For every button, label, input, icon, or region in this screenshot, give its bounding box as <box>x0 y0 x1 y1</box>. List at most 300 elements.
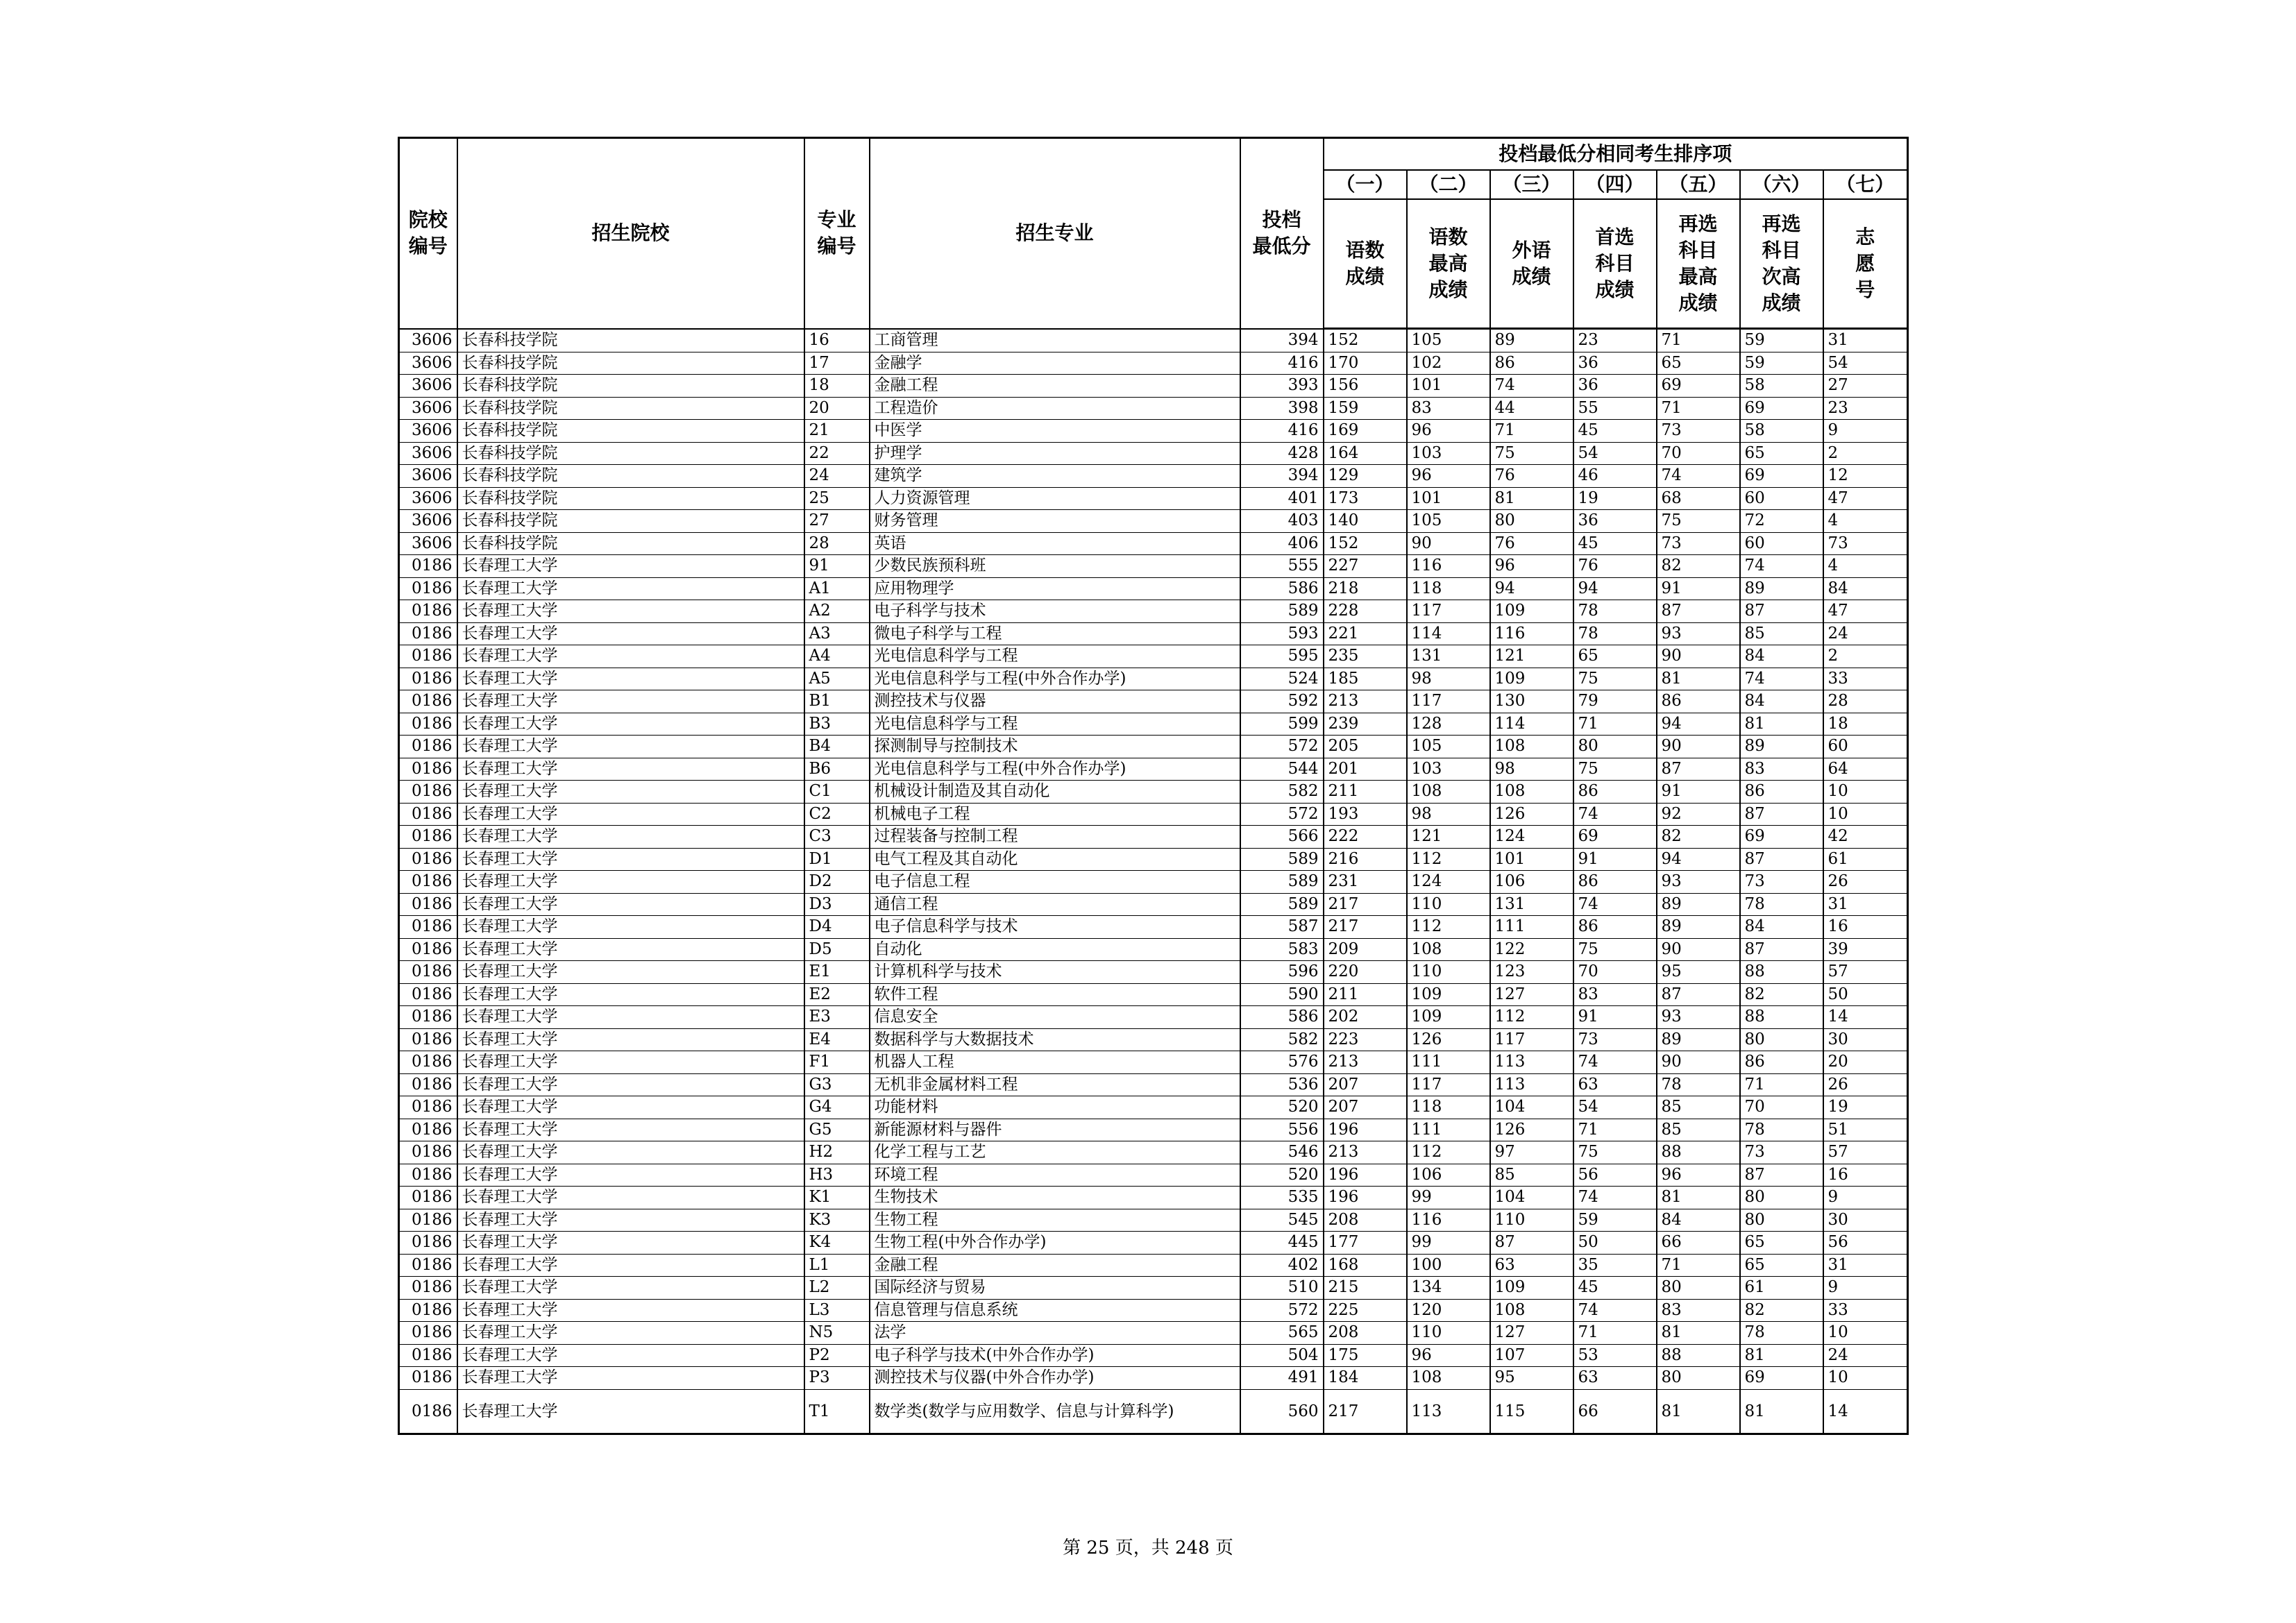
cell-school-code: 0186 <box>399 1096 457 1119</box>
cell-min-score: 593 <box>1240 622 1324 645</box>
cell-second-subject-max: 89 <box>1657 1028 1740 1051</box>
cell-school-name: 长春理工大学 <box>457 736 804 758</box>
table-row <box>399 781 1908 804</box>
cell-first-subject: 91 <box>1573 1006 1657 1029</box>
cell-school-name: 长春理工大学 <box>457 1367 804 1390</box>
cell-chinese-math-max: 83 <box>1407 397 1490 420</box>
admission-score-table-wrapper <box>398 137 1909 1435</box>
header-tiebreak-num-5: （五） <box>1657 170 1740 199</box>
cell-school-code: 0186 <box>399 1322 457 1345</box>
cell-min-score: 599 <box>1240 713 1324 736</box>
cell-second-subject-max: 88 <box>1657 1344 1740 1367</box>
table-row <box>399 916 1908 939</box>
cell-major-code: 16 <box>804 329 870 352</box>
cell-foreign-language: 98 <box>1490 758 1573 781</box>
cell-major-code: 25 <box>804 487 870 510</box>
cell-chinese-math: 140 <box>1324 510 1407 533</box>
cell-chinese-math: 193 <box>1324 803 1407 826</box>
table-row <box>399 713 1908 736</box>
cell-min-score: 394 <box>1240 465 1324 488</box>
cell-chinese-math: 228 <box>1324 600 1407 623</box>
cell-first-subject: 45 <box>1573 420 1657 443</box>
cell-min-score: 566 <box>1240 826 1324 849</box>
cell-major-name: 测控技术与仪器(中外合作办学) <box>870 1367 1240 1390</box>
cell-choice-number: 26 <box>1823 871 1908 894</box>
cell-major-code: G5 <box>804 1119 870 1141</box>
table-row <box>399 375 1908 398</box>
cell-chinese-math-max: 110 <box>1407 893 1490 916</box>
cell-school-name: 长春理工大学 <box>457 1322 804 1345</box>
cell-second-subject-next: 60 <box>1740 487 1823 510</box>
cell-school-code: 0186 <box>399 916 457 939</box>
cell-major-name: 护理学 <box>870 442 1240 465</box>
cell-school-code: 3606 <box>399 442 457 465</box>
cell-chinese-math: 196 <box>1324 1119 1407 1141</box>
cell-major-name: 生物工程 <box>870 1209 1240 1232</box>
cell-second-subject-max: 68 <box>1657 487 1740 510</box>
cell-first-subject: 83 <box>1573 983 1657 1006</box>
cell-major-name: 电子科学与技术(中外合作办学) <box>870 1344 1240 1367</box>
cell-major-name: 光电信息科学与工程(中外合作办学) <box>870 758 1240 781</box>
cell-min-score: 398 <box>1240 397 1324 420</box>
cell-choice-number: 4 <box>1823 555 1908 578</box>
cell-second-subject-max: 84 <box>1657 1209 1740 1232</box>
cell-foreign-language: 75 <box>1490 442 1573 465</box>
cell-major-name: 信息安全 <box>870 1006 1240 1029</box>
cell-min-score: 510 <box>1240 1277 1324 1300</box>
cell-choice-number: 30 <box>1823 1028 1908 1051</box>
cell-school-code: 0186 <box>399 938 457 961</box>
cell-school-code: 0186 <box>399 848 457 871</box>
cell-school-code: 0186 <box>399 736 457 758</box>
cell-foreign-language: 109 <box>1490 668 1573 690</box>
table-row <box>399 1277 1908 1300</box>
cell-second-subject-next: 74 <box>1740 555 1823 578</box>
cell-first-subject: 66 <box>1573 1389 1657 1434</box>
cell-choice-number: 31 <box>1823 893 1908 916</box>
table-row <box>399 983 1908 1006</box>
cell-school-code: 0186 <box>399 1209 457 1232</box>
cell-second-subject-next: 69 <box>1740 1367 1823 1390</box>
cell-second-subject-next: 74 <box>1740 668 1823 690</box>
cell-major-name: 电子科学与技术 <box>870 600 1240 623</box>
cell-first-subject: 75 <box>1573 668 1657 690</box>
cell-chinese-math-max: 126 <box>1407 1028 1490 1051</box>
cell-second-subject-next: 87 <box>1740 938 1823 961</box>
cell-second-subject-max: 91 <box>1657 577 1740 600</box>
cell-first-subject: 46 <box>1573 465 1657 488</box>
cell-choice-number: 10 <box>1823 803 1908 826</box>
cell-min-score: 587 <box>1240 916 1324 939</box>
cell-school-name: 长春理工大学 <box>457 1119 804 1141</box>
cell-chinese-math: 225 <box>1324 1299 1407 1322</box>
cell-choice-number: 20 <box>1823 1051 1908 1074</box>
cell-chinese-math: 213 <box>1324 690 1407 713</box>
cell-second-subject-max: 93 <box>1657 622 1740 645</box>
cell-chinese-math-max: 110 <box>1407 961 1490 984</box>
header-tiebreak-label-text-1: 语数 成绩 <box>1345 239 1385 288</box>
cell-chinese-math-max: 98 <box>1407 668 1490 690</box>
cell-second-subject-max: 89 <box>1657 916 1740 939</box>
cell-second-subject-next: 89 <box>1740 577 1823 600</box>
cell-first-subject: 86 <box>1573 781 1657 804</box>
cell-chinese-math-max: 103 <box>1407 442 1490 465</box>
cell-school-name: 长春理工大学 <box>457 803 804 826</box>
cell-min-score: 544 <box>1240 758 1324 781</box>
cell-school-name: 长春理工大学 <box>457 690 804 713</box>
cell-major-code: L2 <box>804 1277 870 1300</box>
cell-foreign-language: 86 <box>1490 352 1573 375</box>
cell-school-name: 长春理工大学 <box>457 600 804 623</box>
cell-school-name: 长春科技学院 <box>457 420 804 443</box>
cell-choice-number: 9 <box>1823 1187 1908 1209</box>
cell-major-name: 计算机科学与技术 <box>870 961 1240 984</box>
cell-chinese-math-max: 112 <box>1407 848 1490 871</box>
table-row <box>399 487 1908 510</box>
cell-foreign-language: 130 <box>1490 690 1573 713</box>
cell-school-name: 长春科技学院 <box>457 487 804 510</box>
cell-second-subject-next: 69 <box>1740 465 1823 488</box>
cell-chinese-math-max: 96 <box>1407 420 1490 443</box>
cell-chinese-math-max: 121 <box>1407 826 1490 849</box>
cell-first-subject: 45 <box>1573 1277 1657 1300</box>
table-row <box>399 803 1908 826</box>
table-row <box>399 352 1908 375</box>
cell-min-score: 572 <box>1240 803 1324 826</box>
cell-first-subject: 71 <box>1573 1119 1657 1141</box>
header-tiebreak-num-1: （一） <box>1324 170 1407 199</box>
cell-second-subject-max: 82 <box>1657 555 1740 578</box>
cell-school-name: 长春科技学院 <box>457 510 804 533</box>
cell-second-subject-next: 80 <box>1740 1028 1823 1051</box>
cell-major-name: 过程装备与控制工程 <box>870 826 1240 849</box>
cell-major-name: 法学 <box>870 1322 1240 1345</box>
cell-second-subject-next: 88 <box>1740 961 1823 984</box>
cell-second-subject-next: 84 <box>1740 645 1823 668</box>
table-row <box>399 1073 1908 1096</box>
cell-chinese-math: 152 <box>1324 329 1407 352</box>
cell-min-score: 586 <box>1240 1006 1324 1029</box>
table-row <box>399 1028 1908 1051</box>
cell-second-subject-next: 85 <box>1740 622 1823 645</box>
cell-major-code: B1 <box>804 690 870 713</box>
cell-school-code: 0186 <box>399 1073 457 1096</box>
header-tiebreak-label-text-2: 语数 最高 成绩 <box>1428 226 1468 301</box>
cell-second-subject-max: 94 <box>1657 848 1740 871</box>
cell-major-name: 生物工程(中外合作办学) <box>870 1232 1240 1255</box>
cell-second-subject-max: 94 <box>1657 713 1740 736</box>
cell-first-subject: 71 <box>1573 713 1657 736</box>
cell-chinese-math: 168 <box>1324 1254 1407 1277</box>
cell-major-code: 21 <box>804 420 870 443</box>
table-row <box>399 938 1908 961</box>
cell-min-score: 520 <box>1240 1096 1324 1119</box>
cell-min-score: 416 <box>1240 420 1324 443</box>
cell-second-subject-next: 72 <box>1740 510 1823 533</box>
cell-first-subject: 36 <box>1573 510 1657 533</box>
cell-chinese-math: 207 <box>1324 1073 1407 1096</box>
cell-school-name: 长春理工大学 <box>457 1006 804 1029</box>
cell-second-subject-max: 82 <box>1657 826 1740 849</box>
cell-chinese-math-max: 116 <box>1407 555 1490 578</box>
cell-min-score: 520 <box>1240 1164 1324 1187</box>
cell-second-subject-max: 93 <box>1657 1006 1740 1029</box>
cell-first-subject: 35 <box>1573 1254 1657 1277</box>
cell-major-name: 光电信息科学与工程 <box>870 645 1240 668</box>
cell-first-subject: 19 <box>1573 487 1657 510</box>
cell-first-subject: 53 <box>1573 1344 1657 1367</box>
cell-choice-number: 39 <box>1823 938 1908 961</box>
cell-chinese-math: 164 <box>1324 442 1407 465</box>
cell-school-name: 长春理工大学 <box>457 577 804 600</box>
header-tiebreak-label-7 <box>1823 199 1908 329</box>
cell-school-name: 长春理工大学 <box>457 848 804 871</box>
cell-major-name: 金融工程 <box>870 1254 1240 1277</box>
cell-second-subject-max: 93 <box>1657 871 1740 894</box>
cell-major-code: N5 <box>804 1322 870 1345</box>
cell-school-name: 长春科技学院 <box>457 442 804 465</box>
cell-second-subject-next: 83 <box>1740 758 1823 781</box>
cell-foreign-language: 76 <box>1490 532 1573 555</box>
cell-choice-number: 18 <box>1823 713 1908 736</box>
cell-second-subject-next: 84 <box>1740 916 1823 939</box>
cell-chinese-math-max: 90 <box>1407 532 1490 555</box>
cell-choice-number: 24 <box>1823 622 1908 645</box>
cell-second-subject-max: 90 <box>1657 645 1740 668</box>
table-row <box>399 1254 1908 1277</box>
cell-school-code: 0186 <box>399 803 457 826</box>
cell-foreign-language: 123 <box>1490 961 1573 984</box>
cell-min-score: 394 <box>1240 329 1324 352</box>
header-tiebreak-label-4 <box>1573 199 1657 329</box>
cell-foreign-language: 87 <box>1490 1232 1573 1255</box>
cell-second-subject-max: 90 <box>1657 736 1740 758</box>
cell-major-name: 工程造价 <box>870 397 1240 420</box>
cell-choice-number: 16 <box>1823 916 1908 939</box>
cell-chinese-math: 222 <box>1324 826 1407 849</box>
cell-second-subject-max: 92 <box>1657 803 1740 826</box>
cell-second-subject-next: 60 <box>1740 532 1823 555</box>
cell-second-subject-max: 81 <box>1657 668 1740 690</box>
cell-school-name: 长春理工大学 <box>457 893 804 916</box>
cell-second-subject-next: 73 <box>1740 871 1823 894</box>
cell-second-subject-next: 78 <box>1740 893 1823 916</box>
cell-chinese-math-max: 120 <box>1407 1299 1490 1322</box>
header-tiebreak-label-text-6: 再选 科目 次高 成绩 <box>1762 212 1801 314</box>
cell-min-score: 589 <box>1240 848 1324 871</box>
cell-chinese-math: 129 <box>1324 465 1407 488</box>
cell-foreign-language: 124 <box>1490 826 1573 849</box>
cell-school-name: 长春理工大学 <box>457 645 804 668</box>
cell-major-name: 英语 <box>870 532 1240 555</box>
cell-chinese-math-max: 110 <box>1407 1322 1490 1345</box>
cell-major-name: 国际经济与贸易 <box>870 1277 1240 1300</box>
table-row <box>399 622 1908 645</box>
cell-min-score: 582 <box>1240 1028 1324 1051</box>
cell-foreign-language: 122 <box>1490 938 1573 961</box>
cell-major-name: 建筑学 <box>870 465 1240 488</box>
cell-second-subject-next: 81 <box>1740 1344 1823 1367</box>
cell-choice-number: 42 <box>1823 826 1908 849</box>
cell-chinese-math: 175 <box>1324 1344 1407 1367</box>
cell-first-subject: 74 <box>1573 893 1657 916</box>
cell-second-subject-max: 81 <box>1657 1322 1740 1345</box>
cell-foreign-language: 85 <box>1490 1164 1573 1187</box>
cell-min-score: 546 <box>1240 1141 1324 1164</box>
header-min-score-text: 投档 最低分 <box>1252 208 1311 258</box>
header-tiebreak-title: 投档最低分相同考生排序项 <box>1324 138 1908 171</box>
cell-choice-number: 19 <box>1823 1096 1908 1119</box>
cell-chinese-math-max: 102 <box>1407 352 1490 375</box>
cell-second-subject-max: 88 <box>1657 1141 1740 1164</box>
cell-choice-number: 12 <box>1823 465 1908 488</box>
header-tiebreak-label-5 <box>1657 199 1740 329</box>
cell-foreign-language: 116 <box>1490 622 1573 645</box>
header-tiebreak-num-7: （七） <box>1823 170 1908 199</box>
header-tiebreak-label-text-3: 外语 成绩 <box>1512 239 1551 288</box>
cell-school-name: 长春理工大学 <box>457 1232 804 1255</box>
cell-choice-number: 47 <box>1823 487 1908 510</box>
cell-second-subject-next: 82 <box>1740 1299 1823 1322</box>
cell-choice-number: 84 <box>1823 577 1908 600</box>
cell-major-name: 金融工程 <box>870 375 1240 398</box>
cell-first-subject: 75 <box>1573 1141 1657 1164</box>
cell-school-name: 长春理工大学 <box>457 916 804 939</box>
cell-foreign-language: 44 <box>1490 397 1573 420</box>
cell-chinese-math: 207 <box>1324 1096 1407 1119</box>
cell-second-subject-next: 58 <box>1740 375 1823 398</box>
cell-second-subject-max: 87 <box>1657 600 1740 623</box>
cell-chinese-math: 227 <box>1324 555 1407 578</box>
cell-second-subject-max: 91 <box>1657 781 1740 804</box>
cell-second-subject-next: 88 <box>1740 1006 1823 1029</box>
cell-chinese-math-max: 112 <box>1407 1141 1490 1164</box>
cell-first-subject: 54 <box>1573 1096 1657 1119</box>
cell-major-code: B6 <box>804 758 870 781</box>
cell-school-name: 长春科技学院 <box>457 329 804 352</box>
cell-choice-number: 10 <box>1823 1367 1908 1390</box>
cell-first-subject: 74 <box>1573 1187 1657 1209</box>
cell-foreign-language: 113 <box>1490 1073 1573 1096</box>
cell-foreign-language: 121 <box>1490 645 1573 668</box>
table-row <box>399 690 1908 713</box>
cell-school-code: 0186 <box>399 983 457 1006</box>
cell-chinese-math-max: 111 <box>1407 1051 1490 1074</box>
cell-major-code: 17 <box>804 352 870 375</box>
cell-first-subject: 78 <box>1573 622 1657 645</box>
cell-school-code: 3606 <box>399 510 457 533</box>
cell-school-code: 0186 <box>399 713 457 736</box>
cell-second-subject-max: 81 <box>1657 1389 1740 1434</box>
table-row <box>399 1209 1908 1232</box>
cell-major-code: 24 <box>804 465 870 488</box>
cell-foreign-language: 127 <box>1490 1322 1573 1345</box>
cell-chinese-math-max: 118 <box>1407 1096 1490 1119</box>
table-row <box>399 826 1908 849</box>
cell-first-subject: 86 <box>1573 916 1657 939</box>
cell-second-subject-max: 83 <box>1657 1299 1740 1322</box>
cell-foreign-language: 109 <box>1490 600 1573 623</box>
cell-school-code: 0186 <box>399 622 457 645</box>
header-school-code <box>399 138 457 329</box>
cell-chinese-math-max: 101 <box>1407 375 1490 398</box>
cell-second-subject-next: 89 <box>1740 736 1823 758</box>
cell-chinese-math-max: 101 <box>1407 487 1490 510</box>
cell-first-subject: 50 <box>1573 1232 1657 1255</box>
cell-choice-number: 9 <box>1823 1277 1908 1300</box>
cell-major-code: B4 <box>804 736 870 758</box>
cell-min-score: 565 <box>1240 1322 1324 1345</box>
cell-school-code: 0186 <box>399 600 457 623</box>
cell-chinese-math-max: 109 <box>1407 983 1490 1006</box>
table-row <box>399 1119 1908 1141</box>
cell-min-score: 402 <box>1240 1254 1324 1277</box>
cell-foreign-language: 112 <box>1490 1006 1573 1029</box>
header-tiebreak-label-text-4: 首选 科目 成绩 <box>1595 226 1635 301</box>
cell-first-subject: 56 <box>1573 1164 1657 1187</box>
cell-school-code: 0186 <box>399 645 457 668</box>
cell-school-name: 长春理工大学 <box>457 1344 804 1367</box>
cell-major-code: K1 <box>804 1187 870 1209</box>
cell-chinese-math: 213 <box>1324 1141 1407 1164</box>
cell-first-subject: 80 <box>1573 736 1657 758</box>
cell-foreign-language: 81 <box>1490 487 1573 510</box>
cell-first-subject: 59 <box>1573 1209 1657 1232</box>
header-tiebreak-label-6 <box>1740 199 1823 329</box>
cell-chinese-math: 218 <box>1324 577 1407 600</box>
cell-choice-number: 9 <box>1823 420 1908 443</box>
cell-school-code: 3606 <box>399 465 457 488</box>
cell-first-subject: 86 <box>1573 871 1657 894</box>
cell-foreign-language: 113 <box>1490 1051 1573 1074</box>
cell-second-subject-next: 84 <box>1740 690 1823 713</box>
cell-school-code: 0186 <box>399 961 457 984</box>
cell-chinese-math: 205 <box>1324 736 1407 758</box>
cell-foreign-language: 63 <box>1490 1254 1573 1277</box>
cell-major-code: D5 <box>804 938 870 961</box>
cell-chinese-math: 220 <box>1324 961 1407 984</box>
cell-chinese-math-max: 99 <box>1407 1232 1490 1255</box>
cell-foreign-language: 71 <box>1490 420 1573 443</box>
cell-second-subject-max: 75 <box>1657 510 1740 533</box>
table-row <box>399 736 1908 758</box>
cell-min-score: 556 <box>1240 1119 1324 1141</box>
cell-chinese-math: 170 <box>1324 352 1407 375</box>
cell-second-subject-max: 87 <box>1657 758 1740 781</box>
cell-chinese-math-max: 98 <box>1407 803 1490 826</box>
cell-major-code: H2 <box>804 1141 870 1164</box>
cell-choice-number: 64 <box>1823 758 1908 781</box>
cell-chinese-math: 196 <box>1324 1187 1407 1209</box>
cell-first-subject: 36 <box>1573 352 1657 375</box>
table-body <box>399 329 1908 1434</box>
cell-first-subject: 71 <box>1573 1322 1657 1345</box>
cell-second-subject-max: 71 <box>1657 329 1740 352</box>
cell-major-code: K4 <box>804 1232 870 1255</box>
cell-school-code: 0186 <box>399 1006 457 1029</box>
header-tiebreak-num-2: （二） <box>1407 170 1490 199</box>
cell-choice-number: 31 <box>1823 329 1908 352</box>
cell-second-subject-max: 71 <box>1657 397 1740 420</box>
header-school-name: 招生院校 <box>457 138 804 329</box>
cell-first-subject: 45 <box>1573 532 1657 555</box>
cell-major-code: D1 <box>804 848 870 871</box>
cell-choice-number: 47 <box>1823 600 1908 623</box>
cell-chinese-math: 235 <box>1324 645 1407 668</box>
cell-chinese-math-max: 118 <box>1407 577 1490 600</box>
cell-school-name: 长春理工大学 <box>457 1141 804 1164</box>
cell-major-code: C3 <box>804 826 870 849</box>
